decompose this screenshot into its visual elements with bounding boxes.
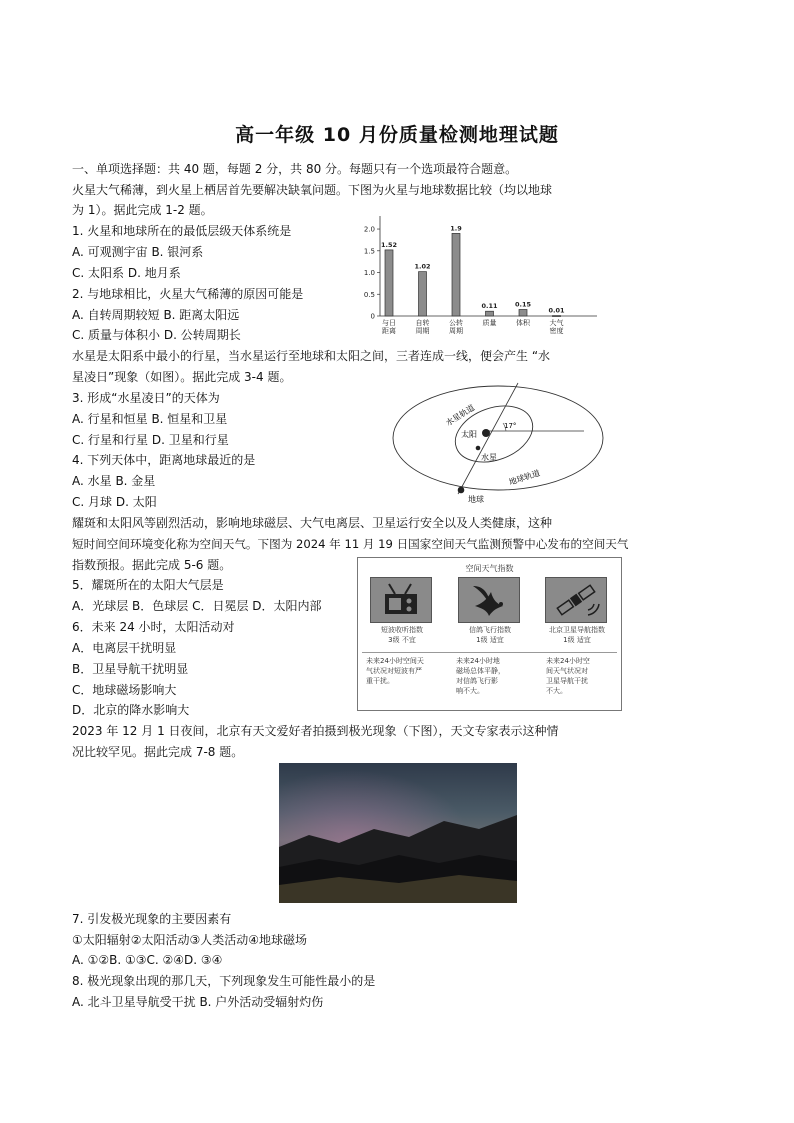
category-label: 距离 [382, 327, 396, 335]
card-caption: 信鸽飞行指数 1级 适宜 [469, 626, 511, 644]
space-weather-panel [357, 557, 622, 711]
bar [419, 272, 427, 316]
bar [519, 309, 527, 316]
card-note: 未来24小时地 磁场总体平静， 对信鸽飞行影 响不大。 [456, 657, 505, 695]
earth-label: 地球 [468, 495, 484, 504]
radio-icon [370, 577, 432, 623]
mercury-orbit-label: 水星轨道 [444, 403, 477, 428]
data-label: 1.9 [450, 224, 462, 233]
option-c: C．地球磁场影响大 [72, 683, 177, 697]
category-label: 大气 [549, 319, 564, 327]
shortwave-card [364, 577, 440, 651]
page-title: 高一年级 10 月份质量检测地理试题 [235, 124, 559, 146]
data-label: 1.02 [414, 262, 431, 271]
bar [385, 250, 393, 316]
options: A．光球层 B．色球层 C．日冕层 D．太阳内部 [72, 599, 322, 613]
earth-icon [458, 487, 465, 494]
options: C. 质量与体积小 D. 公转周期长 [72, 328, 241, 342]
mercury-transit-diagram [388, 378, 618, 504]
data-label: 0.15 [514, 300, 532, 309]
factor-list: ①太阳辐射②太阳活动③人类活动④地球磁场 [72, 933, 308, 947]
category-label: 与日 [382, 319, 396, 327]
passage-line: 耀斑和太阳风等剧烈活动，影响地球磁层、大气电离层、卫星运行安全以及人类健康，这种 [72, 516, 553, 530]
angle-label: 17° [504, 422, 517, 430]
passage-line: 火星大气稀薄，到火星上栖居首先要解决缺氧问题。下图为火星与地球数据比较（均以地球 [72, 183, 553, 197]
question-2: 2. 与地球相比，火星大气稀薄的原因可能是 [72, 287, 304, 301]
y-tick-label: 0 [370, 312, 375, 321]
bar [486, 311, 494, 316]
y-tick-label: 0.5 [363, 290, 375, 299]
options: A. 自转周期较短 B. 距离太阳远 [72, 308, 240, 322]
category-label: 周期 [449, 327, 463, 335]
card-caption: 北京卫星导航指数 1级 适宜 [549, 626, 605, 644]
y-tick-label: 2.0 [363, 225, 375, 234]
card-note: 未来24小时空 间天气状况对 卫星导航干扰 不大。 [546, 657, 590, 695]
bar [452, 233, 460, 316]
options: A. 北斗卫星导航受干扰 B. 户外活动受辐射灼伤 [72, 995, 324, 1009]
data-label: 1.52 [380, 240, 398, 249]
y-tick-label: 1.0 [363, 269, 375, 278]
option-d: D．北京的降水影响大 [72, 703, 190, 717]
card-caption: 短波收听指数 3级 不宜 [381, 626, 423, 644]
category-label: 周期 [415, 327, 430, 335]
options: A. 可观测宇宙 B. 银河系 [72, 245, 204, 259]
passage-line: 水星是太阳系中最小的行星，当水星运行至地球和太阳之间，三者连成一线，便会产生 “水 [72, 349, 551, 363]
data-label: 0.01 [548, 306, 565, 315]
pigeon-icon [458, 577, 520, 623]
mars-earth-bar-chart [352, 206, 602, 338]
passage-line: 2023 年 12 月 1 日夜间，北京有天文爱好者拍摄到极光现象（下图），天文专家表示这种情 [72, 724, 559, 738]
options: C. 行星和行星 D. 卫星和行星 [72, 433, 229, 447]
options: C. 太阳系 D. 地月系 [72, 266, 181, 280]
question-3: 3. 形成“水星凌日”的天体为 [72, 391, 220, 405]
sun-icon [482, 429, 490, 437]
question-1: 1. 火星和地球所在的最低层级天体系统是 [72, 224, 292, 238]
passage-line: 为 1）。据此完成 1-2 题。 [72, 203, 213, 217]
options: C. 月球 D. 太阳 [72, 495, 157, 509]
question-8: 8. 极光现象出现的那几天，下列现象发生可能性最小的是 [72, 974, 376, 988]
card-note: 未来24小时空间天 气状况对短波有严 重干扰。 [366, 657, 424, 685]
panel-title: 空间天气指数 [465, 564, 514, 573]
earth-orbit [393, 386, 603, 490]
question-6: 6．未来 24 小时，太阳活动对 [72, 620, 235, 634]
category-label: 自转 [415, 319, 430, 327]
category-label: 体积 [516, 319, 530, 327]
passage-line: 星凌日”现象（如图）。据此完成 3-4 题。 [72, 370, 292, 384]
passage-line: 况比较罕见。据此完成 7-8 题。 [72, 745, 244, 759]
category-label: 质量 [482, 319, 497, 327]
option-b: B．卫星导航干扰明显 [72, 662, 189, 676]
satellite-icon [545, 577, 607, 623]
option-a: A．电离层干扰明显 [72, 641, 177, 655]
question-7: 7. 引发极光现象的主要因素有 [72, 912, 232, 926]
question-5: 5．耀斑所在的太阳大气层是 [72, 578, 224, 592]
passage-line: 指数预报。据此完成 5-6 题。 [72, 558, 232, 572]
satellite-card [539, 577, 615, 651]
mercury-label: 水星 [481, 453, 497, 462]
panel-divider [362, 652, 617, 653]
options: A. 行星和恒星 B. 恒星和卫星 [72, 412, 228, 426]
y-tick-label: 1.5 [363, 247, 375, 256]
aurora-photo [279, 763, 517, 903]
section-heading: 一、单项选择题：共 40 题，每题 2 分，共 80 分。每题只有一个选项最符合题意。 [72, 162, 518, 176]
options: A. ①②B. ①③C. ②④D. ③④ [72, 953, 223, 967]
pigeon-card [452, 577, 528, 651]
sun-label: 太阳 [461, 430, 477, 439]
category-label: 公转 [449, 319, 463, 327]
passage-line: 短时间空间环境变化称为空间天气。下图为 2024 年 11 月 19 日国家空间天气监测预警中心发布的空间天气 [72, 537, 629, 551]
category-label: 密度 [549, 327, 564, 335]
question-4: 4. 下列天体中，距离地球最近的是 [72, 453, 256, 467]
earth-orbit-label: 地球轨道 [507, 468, 542, 487]
mercury-icon [476, 446, 481, 451]
options: A. 水星 B. 金星 [72, 474, 156, 488]
bar [553, 316, 561, 317]
data-label: 0.11 [481, 302, 498, 311]
